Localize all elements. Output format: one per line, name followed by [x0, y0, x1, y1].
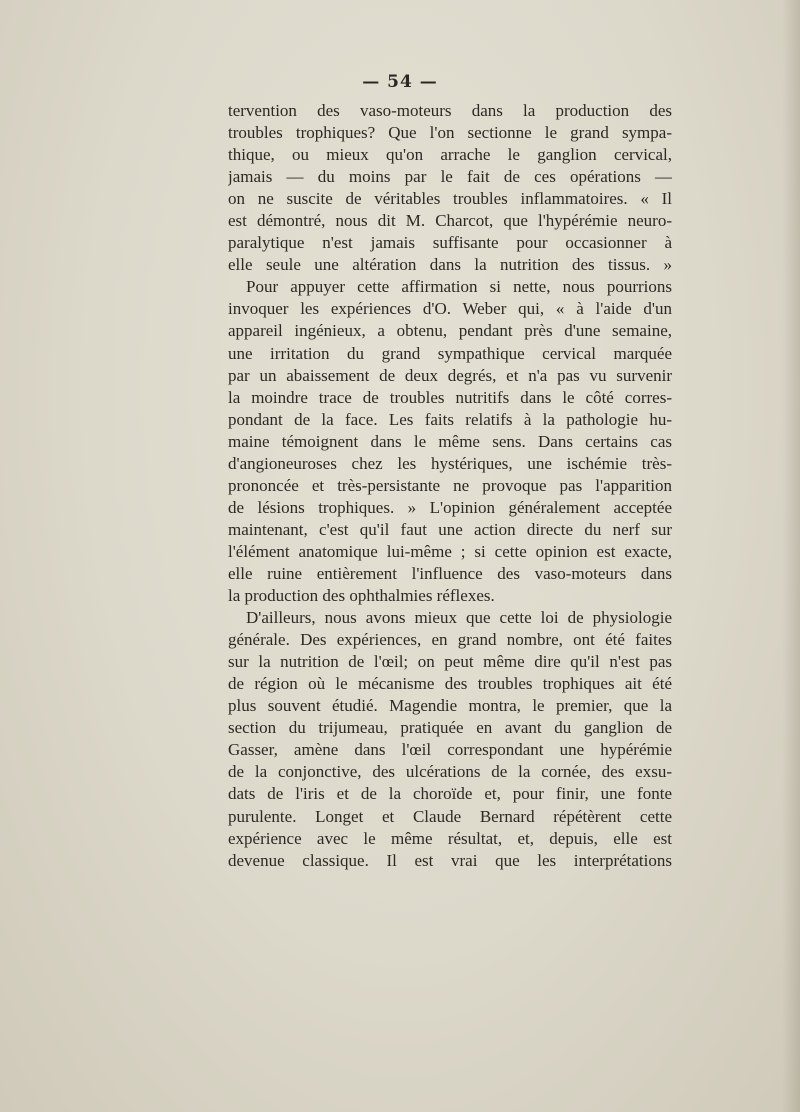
text-line: de lésions trophiques. » L'opinion généralement acceptée [228, 497, 672, 517]
text-line: troubles trophiques? Que l'on sectionne le grand sympa- [228, 123, 672, 143]
text-line: section du trijumeau, pratiquée en avant du ganglion de [228, 718, 672, 738]
text-line: Pour appuyer cette affirmation si nette, nous pourrions [246, 277, 672, 297]
text-line: de la conjonctive, des ulcérations de la cornée, des exsu- [228, 762, 672, 782]
text-line: une irritation du grand sympathique cervical marquée [228, 343, 672, 363]
text-line: est démontré, nous dit M. Charcot, que l'hypérémie neuro- [228, 211, 672, 231]
text-line: appareil ingénieux, a obtenu, pendant près d'une semaine, [228, 321, 672, 341]
body-text [228, 100, 672, 872]
text-line: pondant de la face. Les faits relatifs à la pathologie hu- [228, 409, 672, 429]
text-line: la moindre trace de troubles nutritifs dans le côté corres- [228, 387, 672, 407]
text-line: on ne suscite de véritables troubles inflammatoires. « Il [228, 189, 672, 209]
text-line: purulente. Longet et Claude Bernard répétèrent cette [228, 806, 672, 826]
text-line: invoquer les expériences d'O. Weber qui, « à l'aide d'un [228, 299, 672, 319]
text-line: D'ailleurs, nous avons mieux que cette loi de physiologie [246, 608, 672, 628]
text-line: elle seule une altération dans la nutrition des tissus. » [228, 255, 672, 275]
text-line: sur la nutrition de l'œil; on peut même dire qu'il n'est pas [228, 652, 672, 672]
text-line: expérience avec le même résultat, et, depuis, elle est [228, 828, 672, 848]
text-line: jamais — du moins par le fait de ces opérations — [228, 167, 672, 187]
text-line: maine témoignent dans le même sens. Dans certains cas [228, 431, 672, 451]
text-line: prononcée et très-persistante ne provoque pas l'apparition [228, 475, 672, 495]
text-line: par un abaissement de deux degrés, et n'a pas vu survenir [228, 365, 672, 385]
text-line: Gasser, amène dans l'œil correspondant une hypérémie [228, 740, 672, 760]
text-line: dats de l'iris et de la choroïde et, pour finir, une fonte [228, 784, 672, 804]
text-line: elle ruine entièrement l'influence des vaso-moteurs dans [228, 563, 672, 583]
text-line: plus souvent étudié. Magendie montra, le premier, que la [228, 696, 672, 716]
text-line: paralytique n'est jamais suffisante pour occasionner à [228, 233, 672, 253]
text-line: générale. Des expériences, en grand nombre, ont été faites [228, 630, 672, 650]
text-line: l'élément anatomique lui-même ; si cette opinion est exacte, [228, 541, 672, 561]
text-line: tervention des vaso-moteurs dans la production des [228, 101, 672, 120]
page-edge-shadow [782, 0, 800, 1112]
text-line: d'angioneuroses chez les hystériques, une ischémie très- [228, 453, 672, 473]
text-line: la production des ophthalmies réflexes. [228, 586, 495, 606]
text-line: devenue classique. Il est vrai que les interprétations [228, 850, 672, 870]
text-line: thique, ou mieux qu'on arrache le ganglion cervical, [228, 145, 672, 165]
text-line: maintenant, c'est qu'il faut une action directe du nerf sur [228, 519, 672, 539]
page-number: — 54 — [362, 72, 438, 92]
text-line: de région où le mécanisme des troubles trophiques ait été [228, 674, 672, 694]
